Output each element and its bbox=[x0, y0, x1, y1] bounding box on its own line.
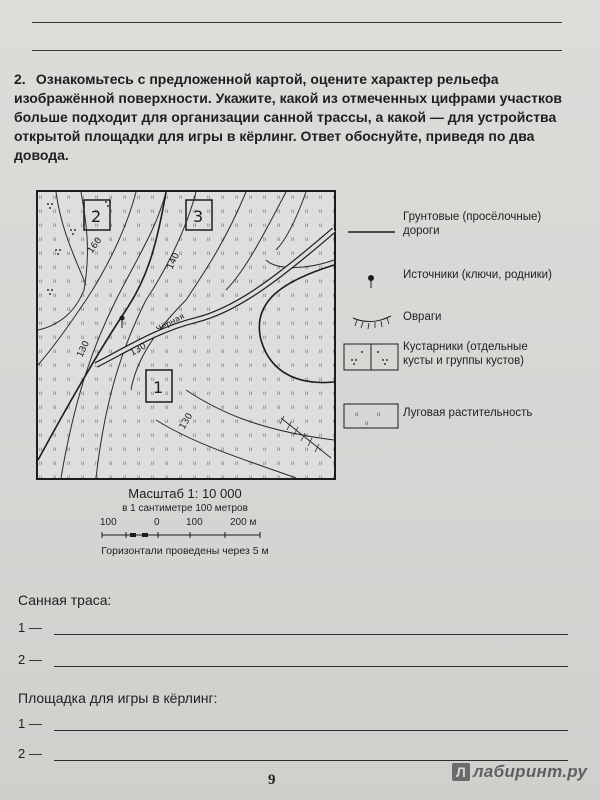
scale-tick-2: 0 bbox=[154, 517, 160, 528]
scale-bar bbox=[90, 531, 280, 539]
contour-label-130-b: 130 bbox=[128, 341, 149, 359]
answer-rule bbox=[54, 634, 568, 635]
shrubs-symbol-icon bbox=[343, 338, 401, 374]
sled-track-label: Санная траса: bbox=[18, 592, 112, 608]
sled-answer-line-1[interactable] bbox=[18, 620, 568, 638]
line-marker: 2 — bbox=[18, 652, 42, 667]
map-scale bbox=[90, 486, 280, 557]
legend-label-ravine: Овраги bbox=[403, 311, 442, 323]
contour-label-130-a: 130 bbox=[75, 339, 92, 360]
ravine-symbol-icon bbox=[343, 310, 398, 330]
task-text: Ознакомьтесь с предложенной картой, оцените характер рельефа изображённой поверхности. Укажите, какой из отмеченных цифрами участков больше подходит для организации санной трассы, а какой — для устройства открытой площадки для игры в кёрлинг. Ответ обоснуйте, приведя по два довода. bbox=[14, 71, 562, 163]
svg-text:ıı: ıı bbox=[355, 411, 359, 418]
contour-interval-note: Горизонтали проведены через 5 м bbox=[101, 545, 269, 557]
svg-text:ıı: ıı bbox=[377, 411, 381, 418]
curling-label: Площадка для игры в кёрлинг: bbox=[18, 690, 218, 706]
plot-1-label: 1 bbox=[153, 378, 164, 397]
answer-rule bbox=[54, 666, 568, 667]
sled-answer-line-2[interactable] bbox=[18, 652, 568, 670]
contour-label-130-c: 130 bbox=[177, 411, 196, 432]
scale-title: Масштаб 1: 10 000 bbox=[128, 486, 242, 501]
contour-label-160: 160 bbox=[86, 235, 105, 256]
legend-label-spring: Источники (ключи, родники) bbox=[403, 269, 552, 281]
line-marker: 1 — bbox=[18, 620, 42, 635]
legend-label-shrubs: Кустарники (отдельные кусты и группы кустов) bbox=[403, 341, 528, 367]
scale-tick-1: 100 bbox=[100, 517, 117, 528]
legend-label-road: Грунтовые (просёлочные) дороги bbox=[403, 211, 542, 237]
scale-subtitle: в 1 сантиметре 100 метров bbox=[122, 503, 248, 514]
answer-rule-top-1 bbox=[32, 22, 562, 23]
answer-rule bbox=[54, 730, 568, 731]
task-number: 2. bbox=[14, 71, 26, 87]
curling-answer-line-1[interactable] bbox=[18, 716, 568, 734]
scale-ticks bbox=[90, 517, 280, 531]
scale-tick-4: 200 м bbox=[230, 517, 257, 528]
plot-3-label: 3 bbox=[193, 207, 204, 226]
scale-tick-3: 100 bbox=[186, 517, 203, 528]
labirint-logo-icon: Л bbox=[452, 763, 470, 781]
page-number: 9 bbox=[268, 772, 276, 788]
road-symbol-icon bbox=[343, 210, 398, 250]
svg-text:ıı: ıı bbox=[365, 420, 369, 427]
river-label: Чёрная bbox=[154, 311, 186, 334]
meadow-area bbox=[38, 192, 334, 478]
task-2 bbox=[14, 70, 574, 165]
line-marker: 1 — bbox=[18, 716, 42, 731]
watermark bbox=[452, 762, 587, 782]
spring-symbol-icon bbox=[343, 268, 398, 298]
plot-2-label: 2 bbox=[91, 207, 102, 226]
answer-rule-top-2 bbox=[32, 50, 562, 51]
answer-rule bbox=[54, 760, 568, 761]
line-marker: 2 — bbox=[18, 746, 42, 761]
watermark-text: лабиринт.ру bbox=[473, 762, 588, 781]
meadow-symbol-icon bbox=[343, 402, 401, 432]
topographic-map bbox=[36, 190, 336, 480]
contour-label-140: 140 bbox=[165, 251, 182, 272]
map-svg bbox=[36, 190, 336, 480]
legend-label-meadow: Луговая растительность bbox=[403, 407, 533, 419]
